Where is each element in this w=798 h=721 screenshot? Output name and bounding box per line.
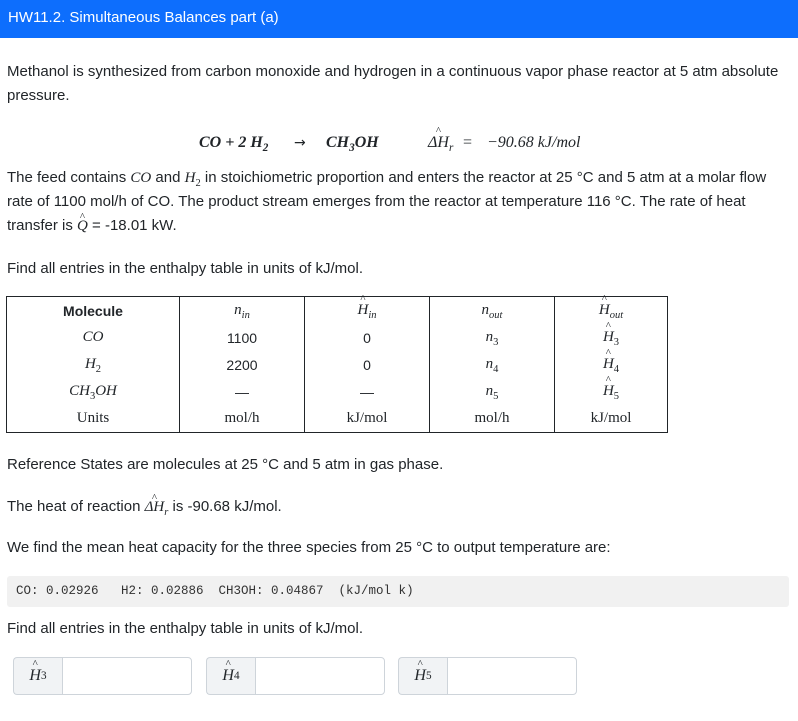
reaction-enthalpy-value: −90.68 kJ/mol (487, 134, 581, 151)
table-row (7, 324, 668, 351)
reaction-enthalpy-symbol: ^ $\Delta H_r$ (428, 134, 453, 152)
h3-input[interactable] (62, 657, 192, 695)
reaction-reactants: CO + 2 $H_2$ (199, 134, 269, 155)
cell-n-in: — (180, 378, 305, 405)
reaction-equals: = (463, 134, 473, 151)
question-title: HW11.2. Simultaneous Balances part (a) (8, 9, 279, 26)
cell-units-n-out: mol/h (430, 405, 555, 433)
header-h-out: ^ $H_{out}$ (555, 297, 668, 325)
heat-capacity-code-block: CO: 0.02926 H2: 0.02886 CH3OH: 0.04867 (kJ/mol k) (7, 576, 789, 607)
h5-input[interactable] (447, 657, 577, 695)
input-label-h4: ^ H 4 (206, 657, 255, 695)
cell-n-out: $n_5$ (430, 378, 555, 405)
table-row (7, 378, 668, 405)
cell-h-in: 0 (305, 324, 430, 351)
cell-h-out: ^ $H_3$ (555, 324, 668, 351)
reaction-product: $CH_3OH$ (326, 134, 379, 155)
cell-molecule: $CH_3OH$ (7, 378, 180, 405)
question-header (0, 0, 798, 38)
cell-h-out: ^ $H_4$ (555, 351, 668, 378)
cell-units-n-in: mol/h (180, 405, 305, 433)
table-units-row (7, 405, 668, 433)
cell-units-h-out: kJ/mol (555, 405, 668, 433)
cell-units-h-in: kJ/mol (305, 405, 430, 433)
q-dot-symbol: ^ Q (77, 214, 88, 238)
h4-input[interactable] (255, 657, 385, 695)
input-group-h4 (206, 657, 385, 695)
header-n-in: $n_{in}$ (180, 297, 305, 325)
intro-text: Methanol is synthesized from carbon monoxide and hydrogen in a continuous vapor phase reactor at 5 atm absolute pressure. (7, 63, 779, 104)
input-group-h3 (13, 657, 192, 695)
cell-n-out: $n_3$ (430, 324, 555, 351)
heat-of-reaction-text: The heat of reaction ^ $\Delta H_r$ is -90.68 kJ/mol. (7, 495, 791, 519)
feed-description: The feed contains CO and $H_2$ in stoichiometric proportion and enters the reactor at 25 °C and 5 atm at a molar flow rate of 1100 mol/h of CO. The product stream emerges from the reactor at temperature 116 °C. The rate of heat transfer is ^ Q = -18.01 kW. (7, 166, 791, 238)
input-group-h5 (398, 657, 577, 695)
cell-units-label: Units (7, 405, 180, 433)
input-label-h5: ^ H 5 (398, 657, 447, 695)
cell-h-in: — (305, 378, 430, 405)
reference-state-text: Reference States are molecules at 25 °C and 5 atm in gas phase. (7, 456, 444, 473)
mean-heat-capacity-text: We find the mean heat capacity for the three species from 25 °C to output temperature are: (7, 539, 611, 556)
cell-n-in: 2200 (180, 351, 305, 378)
cell-h-in: 0 (305, 351, 430, 378)
header-h-in: ^ $H_{in}$ (305, 297, 430, 325)
reaction-arrow: → (294, 135, 306, 151)
cell-molecule: $H_2$ (7, 351, 180, 378)
cell-molecule: CO (7, 324, 180, 351)
enthalpy-table (6, 296, 668, 433)
cell-h-out: ^ $H_5$ (555, 378, 668, 405)
instruction-text-2: Find all entries in the enthalpy table in units of kJ/mol. (7, 620, 364, 637)
header-molecule: Molecule (7, 297, 180, 325)
cell-n-in: 1100 (180, 324, 305, 351)
cell-n-out: $n_4$ (430, 351, 555, 378)
table-header-row (7, 297, 668, 325)
instruction-text: Find all entries in the enthalpy table in units of kJ/mol. (7, 260, 364, 277)
header-n-out: $n_{out}$ (430, 297, 555, 325)
table-row (7, 351, 668, 378)
input-label-h3: ^ H 3 (13, 657, 62, 695)
